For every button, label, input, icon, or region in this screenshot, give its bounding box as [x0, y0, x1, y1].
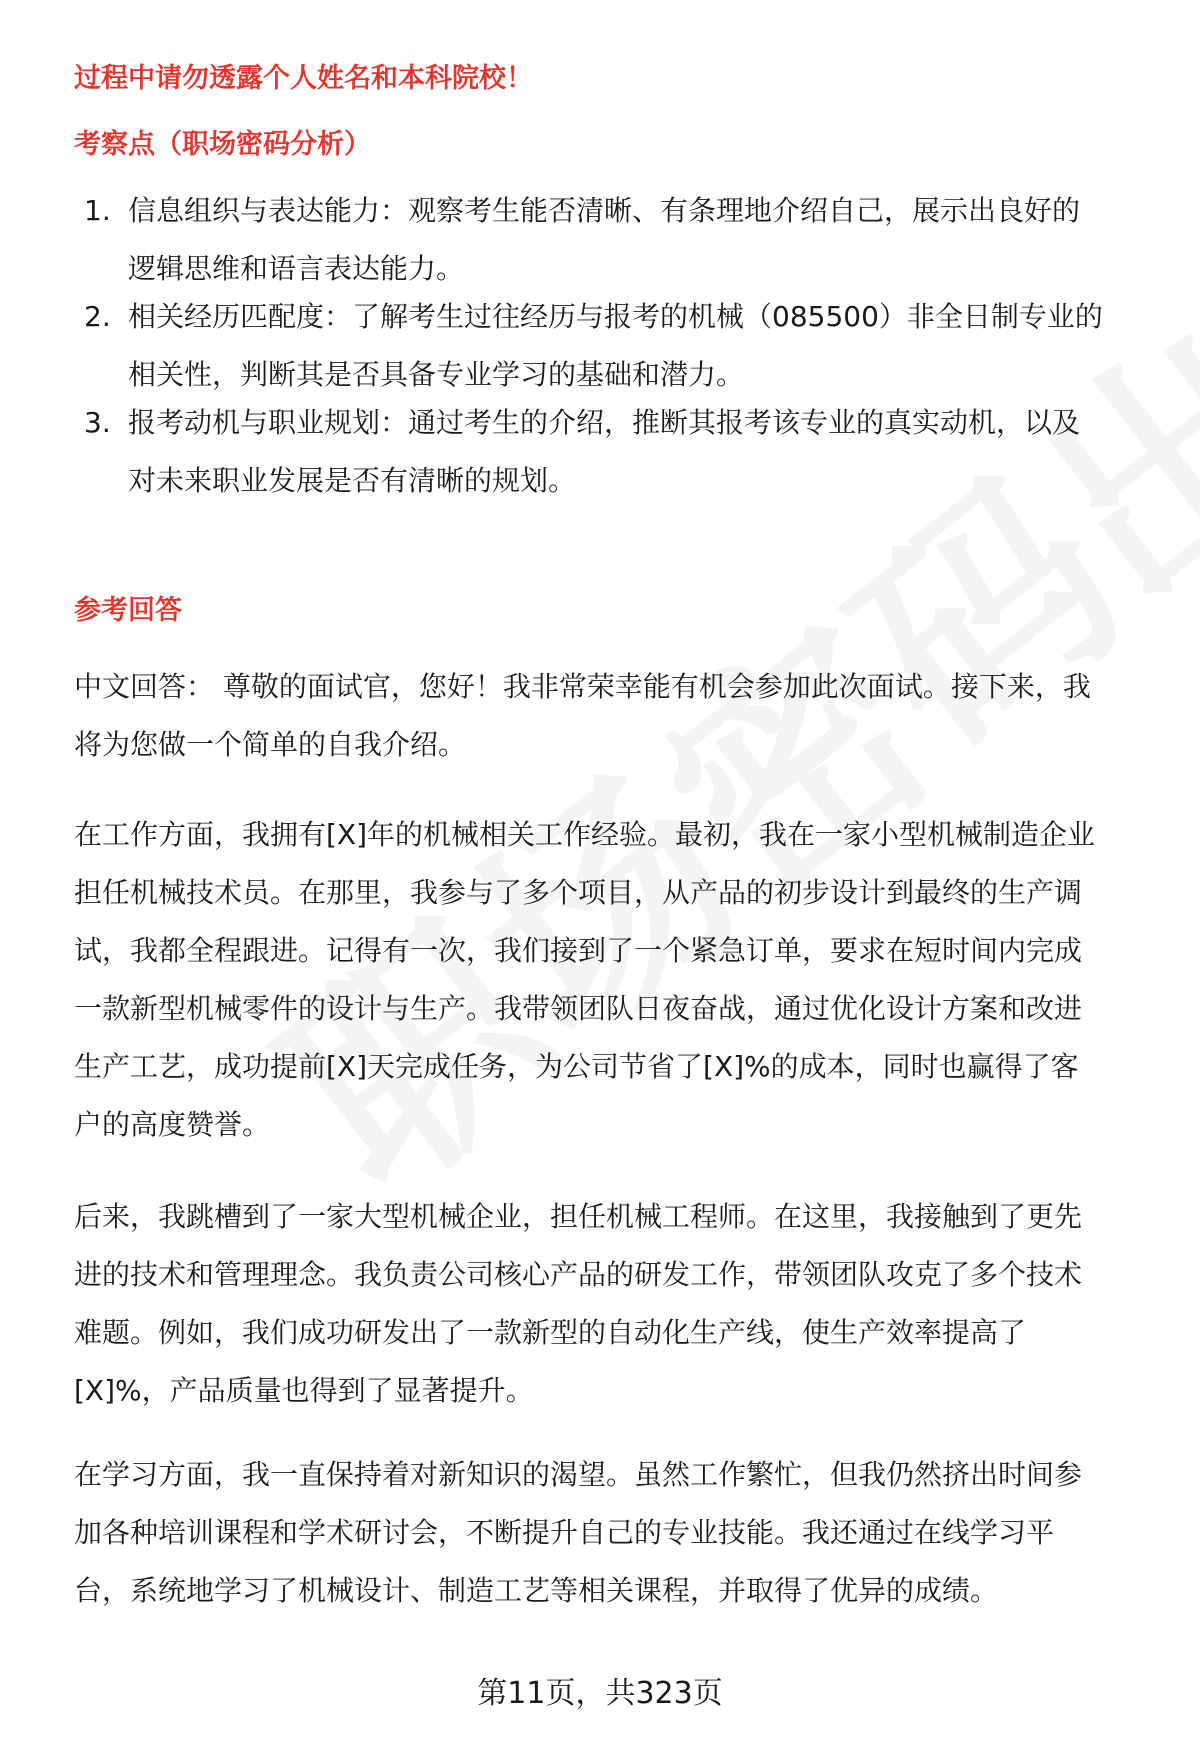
section-title-reference-answer: 参考回答 [74, 595, 182, 626]
answer-paragraph-work: 在工作方面，我拥有[X]年的机械相关工作经验。最初，我在一家小型机械制造企业 担任机械技术员。在那里，我参与了多个项目，从产品的初步设计到最终的生产调 试，我都全程跟进。记得有一次，我们接到了一个紧急订单，要求在短时间内完成 一款新型机械零件的设计与生产。我带领团队日夜奋战，通过优化设计方案和改进 生产工艺，成功提前[X]天完成任务，为公司节省了[X]%的成本，同时也赢得了客 户的高度赞誉。 [74, 818, 1096, 1141]
page-number: 第11页，共323页 [477, 1676, 723, 1711]
answer-paragraph-intro: 中文回答： 尊敬的面试官，您好！我非常荣幸能有机会参加此次面试。接下来，我 将为您做一个简单的自我介绍。 [74, 670, 1091, 761]
answer-paragraph-career: 后来，我跳槽到了一家大型机械企业，担任机械工程师。在这里，我接触到了更先 进的技术和管理理念。我负责公司核心产品的研发工作，带领团队攻克了多个技术 难题。例如，我们成功研发出了一款新型的自动化生产线，使生产效率提高了 [X]%，产品质量也得到了显著提升。 [74, 1200, 1083, 1407]
list-item [84, 394, 1174, 510]
list-number: 3. [84, 406, 111, 439]
list-text: 报考动机与职业规划：通过考生的介绍，推断其报考该专业的真实动机，以及 对未来职业发展是否有清晰的规划。 [128, 406, 1081, 497]
section-title-assessment: 考察点（职场密码分析） [74, 129, 371, 160]
list-number: 1. [84, 194, 111, 227]
list-item [84, 288, 1174, 404]
answer-paragraph-study: 在学习方面，我一直保持着对新知识的渴望。虽然工作繁忙，但我仍然挤出时间参 加各种培训课程和学术研讨会，不断提升自己的专业技能。我还通过在线学习平 台，系统地学习了机械设计、制造工艺等相关课程，并取得了优异的成绩。 [74, 1458, 1083, 1607]
privacy-warning: 过程中请勿透露个人姓名和本科院校！ [74, 63, 533, 94]
list-text: 相关经历匹配度：了解考生过往经历与报考的机械（085500）非全日制专业的 相关性，判断其是否具备专业学习的基础和潜力。 [128, 300, 1103, 391]
list-item [84, 182, 1174, 298]
list-number: 2. [84, 300, 111, 333]
list-text: 信息组织与表达能力：观察考生能否清晰、有条理地介绍自己，展示出良好的 逻辑思维和语言表达能力。 [128, 194, 1081, 285]
